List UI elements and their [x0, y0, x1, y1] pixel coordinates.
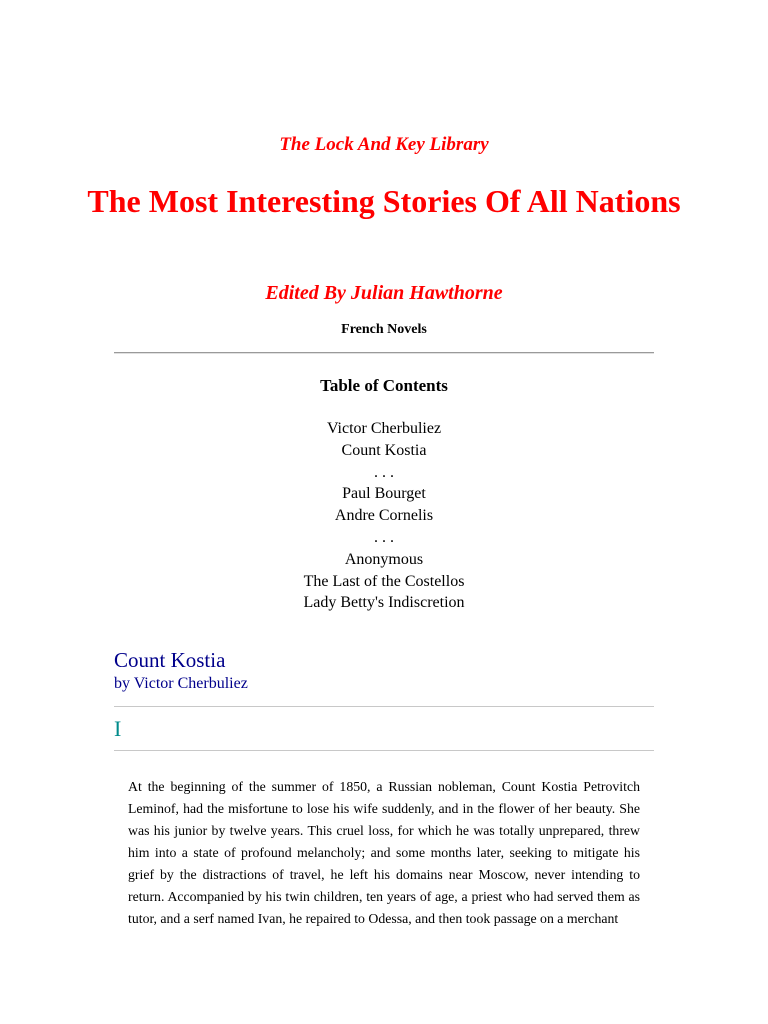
table-of-contents	[0, 418, 768, 614]
toc-heading: Table of Contents	[320, 376, 448, 395]
toc-item: . . .	[374, 463, 394, 481]
toc-item[interactable]: Lady Betty's Indiscretion	[303, 594, 465, 612]
toc-item[interactable]: Anonymous	[344, 550, 424, 568]
toc-item[interactable]: Andre Cornelis	[334, 507, 434, 525]
chapter-heading: I	[114, 716, 122, 741]
story-divider	[114, 706, 654, 707]
story-title: Count Kostia	[114, 648, 226, 672]
editor-line: Edited By Julian Hawthorne	[265, 282, 503, 304]
series-title: The Lock And Key Library	[279, 134, 489, 155]
volume-subtitle: French Novels	[341, 322, 427, 337]
chapter-divider	[114, 750, 654, 751]
book-title: The Most Interesting Stories Of All Nations	[87, 183, 681, 219]
story-author: by Victor Cherbuliez	[114, 675, 248, 692]
toc-item[interactable]: The Last of the Costellos	[303, 572, 465, 590]
story-paragraph: At the beginning of the summer of 1850, a Russian nobleman, Count Kostia Petrovitch Leminof, had the misfortune to lose his wife suddenly, and in the flower of her beauty. She was his junior by twelve years. This cruel loss, for which he was totally unprepared, threw him into a state of profound melancholy; and some months later, seeking to mitigate his grief by the distractions of travel, he left his domains near Moscow, never intending to return. Accompanied by his twin children, ten years of age, a priest who had served them as tutor, and a serf named Ivan, he repaired to Odessa, and then took passage on a merchant	[128, 779, 640, 926]
toc-item[interactable]: Paul Bourget	[342, 485, 426, 503]
toc-item[interactable]: Victor Cherbuliez	[326, 420, 442, 437]
toc-item[interactable]: Count Kostia	[341, 441, 427, 459]
header-divider	[114, 352, 654, 354]
toc-item: . . .	[374, 528, 394, 546]
